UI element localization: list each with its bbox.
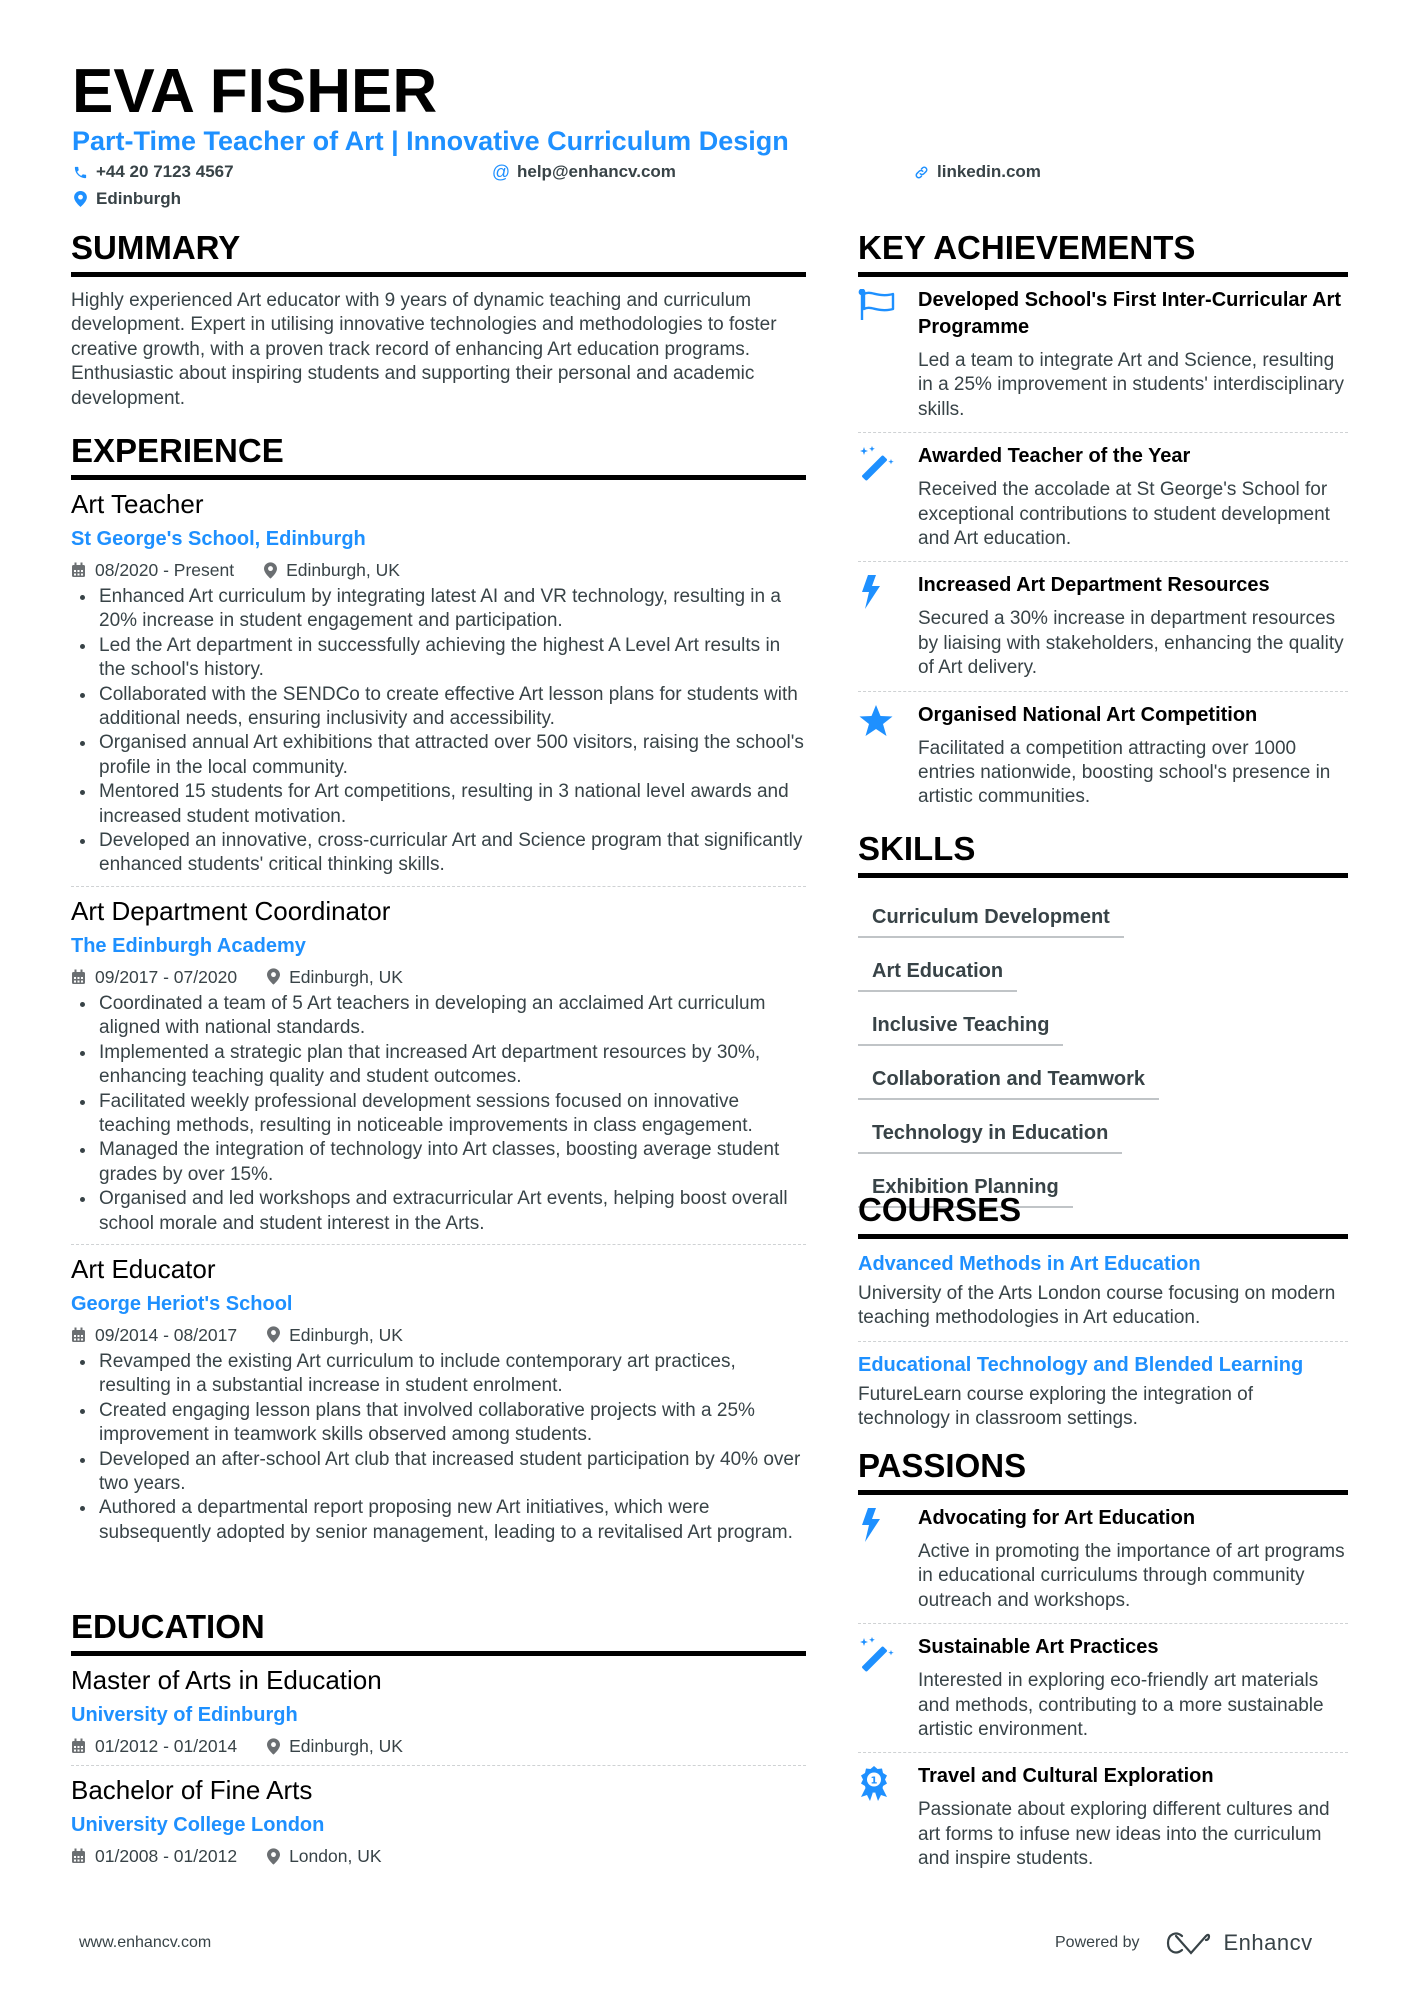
map-pin-icon: [267, 1848, 280, 1865]
employer: George Heriot's School: [71, 1292, 293, 1315]
school: University of Edinburgh: [71, 1704, 298, 1726]
education-entry: [71, 1664, 806, 1766]
experience-section: [71, 431, 806, 1553]
lightning-icon: [858, 1505, 918, 1613]
education-meta: [71, 1845, 806, 1867]
summary-section: [71, 228, 806, 411]
degree: Master of Arts in Education: [71, 1665, 382, 1695]
education-location: Edinburgh, UK: [289, 1736, 403, 1756]
achievement-desc: Led a team to integrate Art and Science, resulting in a 25% improvement in students' interdisciplinary skills.: [918, 350, 1345, 420]
calendar-icon: [71, 562, 86, 578]
bullet-item: Coordinated a team of 5 Art teachers in developing an acclaimed Art curriculum aligned with national standards.: [99, 992, 806, 1041]
education-location: London, UK: [289, 1846, 382, 1866]
course-title: Educational Technology and Blended Learning: [858, 1353, 1304, 1376]
experience-entry: [71, 1253, 806, 1553]
course-desc: FutureLearn course exploring the integration of technology in classroom settings.: [858, 1383, 1254, 1430]
bullet-item: Developed an after-school Art club that increased student participation by 40% over two years.: [99, 1448, 806, 1497]
award-ribbon-icon: [858, 1763, 918, 1871]
job-title: Art Department Coordinator: [71, 895, 391, 926]
job-meta: [71, 1324, 806, 1346]
bullet-item: Facilitated weekly professional development sessions focused on innovative teaching methods, resulting in noticeable improvements in class engagement.: [99, 1090, 806, 1139]
achievement-desc: Received the accolade at St George's School for exceptional contributions to student development and Art education.: [918, 479, 1330, 550]
bullet-item: Enhanced Art curriculum by integrating latest AI and VR technology, resulting in a 20% increase in student engagement and participation.: [99, 585, 806, 634]
passions-section: [858, 1446, 1348, 1882]
job-dates: 09/2014 - 08/2017: [95, 1324, 238, 1345]
achievement-item: [858, 692, 1348, 820]
calendar-icon: [71, 1738, 86, 1754]
passion-desc: Interested in exploring eco-friendly art materials and methods, contributing to a more sustainable artistic environment.: [918, 1670, 1324, 1741]
passion-title: Travel and Cultural Exploration: [918, 1765, 1214, 1788]
passion-desc: Active in promoting the importance of art programs in educational curriculums through community outreach and workshops.: [918, 1541, 1345, 1611]
summary-text: Highly experienced Art educator with 9 years of dynamic teaching and curriculum development. Expert in utilising innovative technologies and methodologies to foster creative growth, with a proven track record of enhancing Art education programs. Enthusiastic about inspiring students and supporting their personal and academic development.: [71, 290, 777, 409]
job-dates: 08/2020 - Present: [95, 560, 235, 580]
enhancv-logo-icon: [1166, 1930, 1212, 1956]
passion-item: [858, 1624, 1348, 1753]
passion-item: [858, 1753, 1348, 1881]
link-icon: [913, 165, 929, 180]
map-pin-icon: [264, 562, 277, 579]
footer-website[interactable]: www.enhancv.com: [79, 1934, 212, 1951]
education-heading: EDUCATION: [71, 1607, 806, 1656]
job-title: Art Teacher: [71, 489, 204, 519]
course-item: [858, 1342, 1348, 1432]
job-bullets: [71, 1350, 806, 1545]
skill-chip: Art Education: [858, 944, 1017, 992]
skill-chip: Exhibition Planning: [858, 1160, 1073, 1208]
education-section: [71, 1607, 806, 1875]
enhancv-brand: Enhancv: [1223, 1930, 1313, 1955]
map-pin-icon: [267, 968, 280, 985]
map-pin-icon: [267, 1738, 280, 1755]
education-meta: [71, 1735, 806, 1757]
calendar-icon: [71, 969, 86, 985]
passions-heading: PASSIONS: [858, 1446, 1348, 1495]
job-meta: [71, 966, 806, 988]
skills-heading: SKILLS: [858, 829, 1348, 878]
degree: Bachelor of Fine Arts: [71, 1775, 313, 1805]
calendar-icon: [71, 1327, 86, 1343]
passion-item: [858, 1495, 1348, 1624]
achievement-title: Awarded Teacher of the Year: [918, 445, 1191, 468]
experience-entry: [71, 488, 806, 887]
employer: St George's School, Edinburgh: [71, 528, 366, 550]
skill-chip: Collaboration and Teamwork: [858, 1052, 1159, 1100]
achievement-title: Increased Art Department Resources: [918, 574, 1270, 597]
contact-email[interactable]: [493, 161, 676, 183]
job-location: Edinburgh, UK: [289, 1324, 403, 1345]
achievements-heading: KEY ACHIEVEMENTS: [858, 228, 1348, 277]
bullet-item: Authored a departmental report proposing new Art initiatives, which were subsequently adopted by senior management, leading to a revitalised Art program.: [99, 1496, 806, 1545]
powered-by-text: Powered by: [1055, 1934, 1140, 1951]
contact-location: [72, 188, 181, 210]
magic-wand-icon: [858, 1634, 918, 1742]
course-desc: University of the Arts London course focusing on modern teaching methodologies in Art education.: [858, 1283, 1336, 1329]
at-icon: @: [491, 162, 511, 182]
achievement-title: Developed School's First Inter-Curricular Art Programme: [918, 289, 1341, 338]
job-bullets: [71, 585, 806, 878]
courses-heading: COURSES: [858, 1190, 1348, 1239]
map-pin-icon: [267, 1326, 280, 1343]
skills-list: [858, 884, 1348, 1208]
flag-icon: [858, 287, 918, 422]
bullet-item: Implemented a strategic plan that increased Art department resources by 30%, enhancing teaching quality and student outcomes.: [99, 1041, 806, 1090]
bullet-item: Created engaging lesson plans that involved collaborative projects with a 25% improvement in teamwork skills observed among students.: [99, 1399, 806, 1448]
passion-title: Sustainable Art Practices: [918, 1636, 1159, 1659]
map-pin-icon: [72, 191, 88, 207]
bullet-item: Mentored 15 students for Art competitions, resulting in 3 national level awards and increased student motivation.: [99, 780, 806, 829]
achievement-item: [858, 562, 1348, 691]
bullet-item: Led the Art department in successfully achieving the highest A Level Art results in the school's history.: [99, 634, 806, 683]
bullet-item: Managed the integration of technology into Art classes, boosting average student grades by over 15%.: [99, 1138, 806, 1187]
job-meta: [71, 559, 806, 581]
job-title: Art Educator: [71, 1253, 216, 1284]
education-entry: [71, 1774, 806, 1875]
bullet-item: Organised and led workshops and extracurricular Art events, helping boost overall school morale and student interest in the Arts.: [99, 1187, 806, 1236]
passion-desc: Passionate about exploring different cultures and art forms to infuse new ideas into the curriculum and inspire students.: [918, 1799, 1330, 1870]
skill-chip: Inclusive Teaching: [858, 998, 1063, 1046]
employer: The Edinburgh Academy: [71, 934, 306, 957]
star-icon: [858, 702, 918, 810]
achievement-desc: Facilitated a competition attracting over 1000 entries nationwide, boosting school's presence in artistic communities.: [918, 737, 1331, 808]
job-dates: 09/2017 - 07/2020: [95, 966, 238, 987]
bullet-item: Revamped the existing Art curriculum to include contemporary art practices, resulting in a substantial increase in student enrolment.: [99, 1350, 806, 1399]
achievements-section: [858, 228, 1348, 820]
location-text: Edinburgh: [96, 189, 181, 208]
contact-linkedin[interactable]: [913, 161, 1041, 183]
bullet-item: Developed an innovative, cross-curricular Art and Science program that significantly enhanced students' critical thinking skills.: [99, 829, 806, 878]
footer-powered-by: [1055, 1930, 1313, 1956]
course-item: [858, 1239, 1348, 1342]
job-location: Edinburgh, UK: [289, 966, 403, 987]
linkedin-text: linkedin.com: [937, 162, 1041, 181]
phone-text: +44 20 7123 4567: [96, 162, 234, 181]
achievement-item: [858, 277, 1348, 433]
achievement-title: Organised National Art Competition: [918, 703, 1258, 726]
education-dates: 01/2008 - 01/2012: [95, 1846, 238, 1866]
achievement-desc: Secured a 30% increase in department resources by liaising with stakeholders, enhancing the quality of Art delivery.: [918, 608, 1344, 679]
job-location: Edinburgh, UK: [286, 560, 400, 580]
courses-section: [858, 1190, 1348, 1432]
experience-entry: [71, 895, 806, 1245]
job-bullets: [71, 992, 806, 1236]
passion-title: Advocating for Art Education: [918, 1507, 1196, 1529]
skills-section: [858, 829, 1348, 1208]
magic-wand-icon: [858, 443, 918, 551]
achievement-item: [858, 433, 1348, 562]
education-dates: 01/2012 - 01/2014: [95, 1736, 238, 1756]
svg-text:1: 1: [870, 1775, 878, 1787]
contact-phone[interactable]: [72, 161, 234, 183]
email-text: help@enhancv.com: [517, 162, 676, 181]
candidate-name: EVA FISHER: [72, 57, 438, 126]
school: University College London: [71, 1814, 325, 1836]
summary-heading: SUMMARY: [71, 228, 806, 277]
phone-icon: [72, 165, 88, 180]
skill-chip: Technology in Education: [858, 1106, 1122, 1154]
candidate-title: Part-Time Teacher of Art | Innovative Curriculum Design: [72, 126, 789, 156]
bullet-item: Organised annual Art exhibitions that attracted over 500 visitors, raising the school's profile in the local community.: [99, 731, 806, 780]
calendar-icon: [71, 1848, 86, 1864]
skill-chip: Curriculum Development: [858, 890, 1124, 938]
experience-heading: EXPERIENCE: [71, 431, 806, 480]
course-title: Advanced Methods in Art Education: [858, 1253, 1201, 1275]
lightning-icon: [858, 572, 918, 680]
bullet-item: Collaborated with the SENDCo to create effective Art lesson plans for students with additional needs, ensuring inclusivity and accessibility.: [99, 683, 806, 732]
